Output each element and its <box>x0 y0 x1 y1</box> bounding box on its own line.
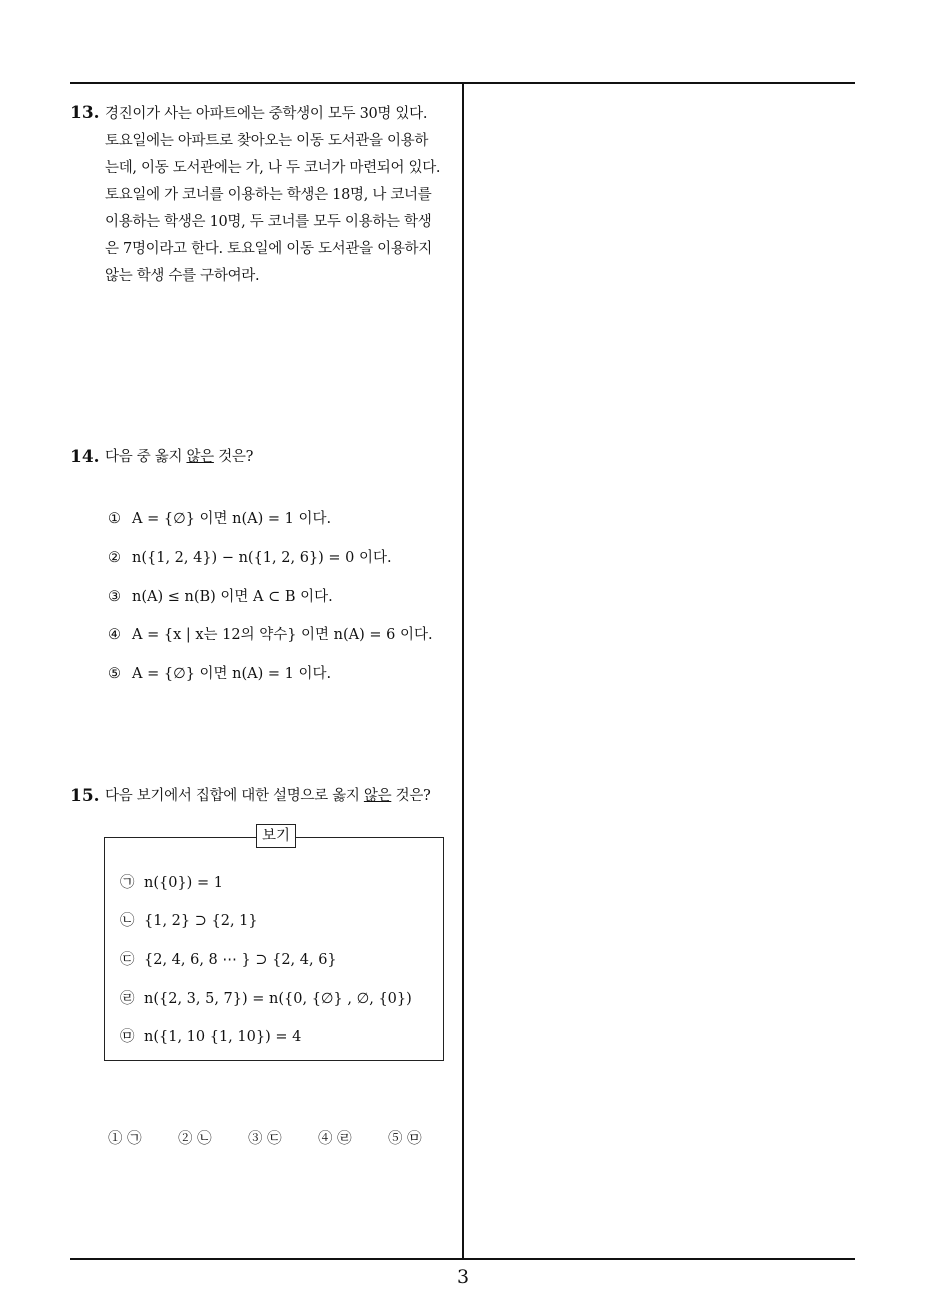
choice-mark: ② <box>108 550 121 566</box>
prompt-text: 다음 중 옳지 <box>105 449 187 465</box>
question-13-text <box>105 101 457 290</box>
bogi-text: {2, 4, 6, 8 ⋯ } ⊃ {2, 4, 6} <box>144 952 337 968</box>
page-number: 3 <box>456 1266 470 1288</box>
choice-text: n({1, 2, 4}) − n({1, 2, 6}) = 0 이다. <box>132 550 392 566</box>
bogi-text: n({2, 3, 5, 7}) = n({0, {∅} , ∅, {0}) <box>144 991 412 1007</box>
bottom-rule <box>70 1258 855 1260</box>
q15-answer-3[interactable]: ③ ㉢ <box>248 1131 282 1147</box>
bogi-mark: ㉡ <box>120 913 135 929</box>
q15-answer-1[interactable]: ① ㉠ <box>108 1131 142 1147</box>
question-13-line: 이용하는 학생은 10명, 두 코너를 모두 이용하는 학생 <box>105 214 432 230</box>
prompt-text: 것은? <box>391 788 431 804</box>
q14-choice-5[interactable] <box>108 662 331 683</box>
prompt-text: 것은? <box>213 449 254 465</box>
question-13-line: 는데, 이동 도서관에는 가, 나 두 코너가 마련되어 있다. <box>105 160 441 176</box>
bogi-item-1 <box>120 871 223 892</box>
q14-choice-3[interactable] <box>108 585 333 606</box>
choice-mark: ⑤ <box>108 666 121 682</box>
question-13-line: 않는 학생 수를 구하여라. <box>105 268 260 284</box>
choice-mark: ③ <box>108 589 121 605</box>
bogi-mark: ㉣ <box>120 991 135 1007</box>
question-14-number: 14. <box>70 447 100 467</box>
bogi-mark: ㉠ <box>120 875 135 891</box>
question-15-number: 15. <box>70 786 100 806</box>
bogi-mark: ㉢ <box>120 952 135 968</box>
underlined-word: 않은 <box>363 788 392 804</box>
bogi-item-2 <box>120 909 258 930</box>
bogi-mark: ㉤ <box>120 1029 135 1045</box>
bogi-item-3 <box>120 948 337 969</box>
bogi-text: n({0}) = 1 <box>144 875 223 891</box>
question-13-line: 은 7명이라고 한다. 토요일에 이동 도서관을 이용하지 <box>105 241 432 257</box>
q14-choice-2[interactable] <box>108 546 392 567</box>
question-13-line: 토요일에 가 코너를 이용하는 학생은 18명, 나 코너를 <box>105 187 432 203</box>
q15-answer-4[interactable]: ④ ㉣ <box>318 1131 352 1147</box>
q15-answer-options <box>108 1127 458 1148</box>
question-13-line: 경진이가 사는 아파트에는 중학생이 모두 30명 있다. <box>105 106 428 122</box>
bogi-text: {1, 2} ⊃ {2, 1} <box>144 913 258 929</box>
column-divider <box>462 82 464 1259</box>
bogi-item-4 <box>120 987 412 1008</box>
choice-mark: ① <box>108 511 121 527</box>
q14-choice-1[interactable] <box>108 507 331 528</box>
choice-text: A = {x | x는 12의 약수} 이면 n(A) = 6 이다. <box>132 627 433 643</box>
bogi-text: n({1, 10 {1, 10}) = 4 <box>144 1029 302 1045</box>
question-13-number: 13. <box>70 103 100 123</box>
q14-choice-4[interactable] <box>108 623 433 644</box>
choice-text: A = {∅} 이면 n(A) = 1 이다. <box>132 666 332 682</box>
underlined-word: 않은 <box>186 449 214 465</box>
bogi-item-5 <box>120 1025 301 1046</box>
q15-answer-5[interactable]: ⑤ ㉤ <box>388 1131 422 1147</box>
question-13-line: 토요일에는 아파트로 찾아오는 이동 도서관을 이용하 <box>105 133 429 149</box>
q15-answer-2[interactable]: ② ㉡ <box>178 1131 212 1147</box>
prompt-text: 다음 보기에서 집합에 대한 설명으로 옳지 <box>105 788 364 804</box>
question-15-prompt <box>105 783 457 810</box>
choice-mark: ④ <box>108 627 121 643</box>
choice-text: A = {∅} 이면 n(A) = 1 이다. <box>132 511 332 527</box>
bogi-label: 보기 <box>256 824 296 848</box>
question-14-prompt <box>105 444 457 471</box>
choice-text: n(A) ≤ n(B) 이면 A ⊂ B 이다. <box>132 589 333 605</box>
